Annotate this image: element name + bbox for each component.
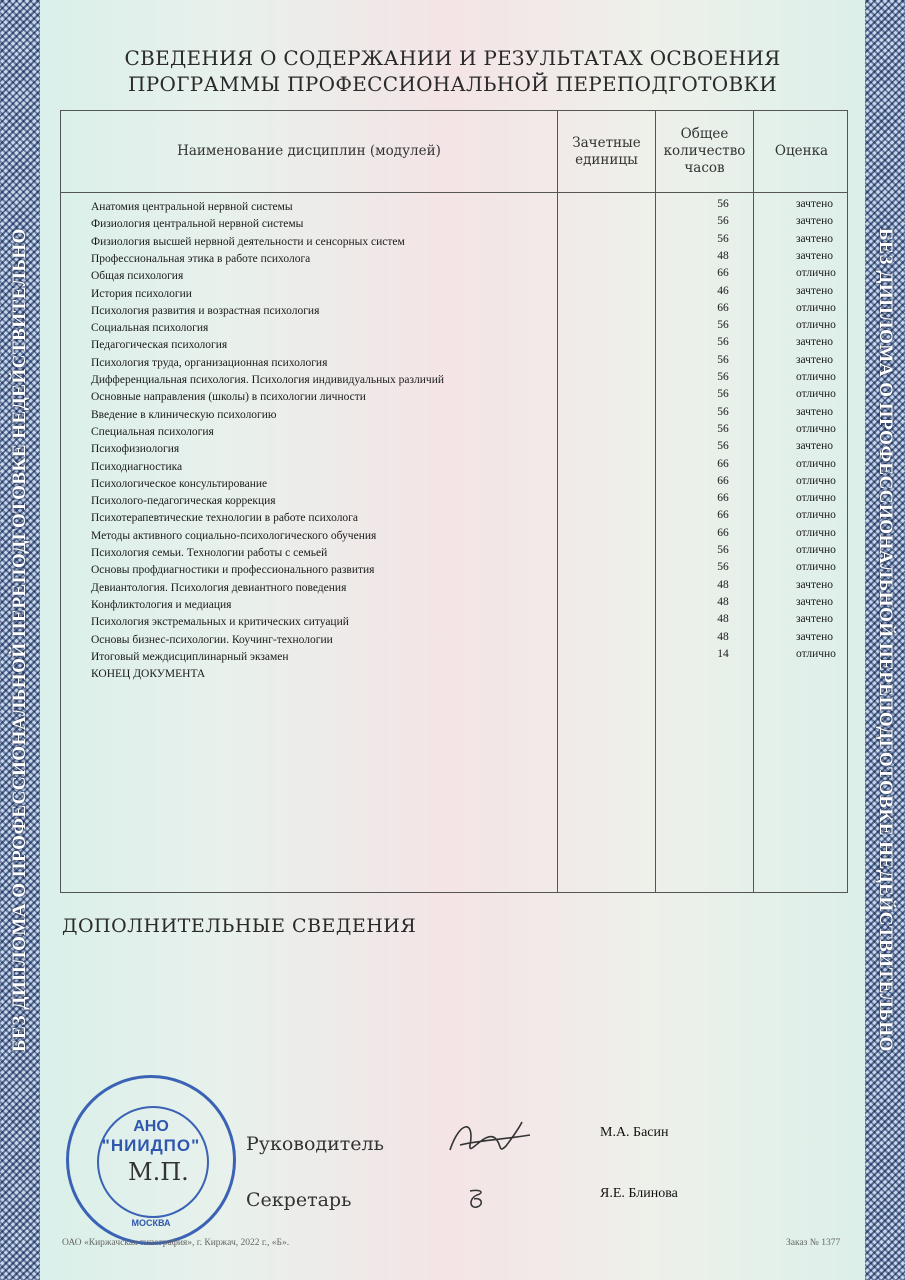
discipline-grade: зачтено <box>796 405 834 418</box>
discipline-name: Психотерапевтические технологии в работе психолога <box>91 512 359 525</box>
discipline-hours: 56 <box>717 405 729 418</box>
discipline-name: Психолого-педагогическая коррекция <box>91 495 276 508</box>
discipline-name: Итоговый междисциплинарный экзамен <box>91 650 289 663</box>
discipline-grade: отлично <box>796 388 836 401</box>
header-grade: Оценка <box>774 143 829 159</box>
discipline-grade: отлично <box>796 474 836 487</box>
discipline-name: Методы активного социально-психологического обучения <box>91 529 377 542</box>
discipline-grade: отлично <box>796 526 836 539</box>
discipline-hours: 14 <box>717 647 729 660</box>
discipline-hours: 56 <box>717 440 729 453</box>
stamp-org-name: "НИИДПО" <box>101 1136 201 1155</box>
head-name: М.А. Басин <box>600 1125 669 1140</box>
stamp-org-short: АНО <box>133 1118 169 1135</box>
discipline-hours: 66 <box>717 301 729 314</box>
discipline-name: Девиантология. Психология девиантного поведения <box>91 581 347 594</box>
secretary-name: Я.Е. Блинова <box>600 1186 678 1201</box>
discipline-hours: 66 <box>717 526 729 539</box>
discipline-grade: отлично <box>796 647 836 660</box>
discipline-name: Социальная психология <box>91 322 209 335</box>
discipline-grade: отлично <box>796 301 836 314</box>
discipline-hours: 56 <box>717 561 729 574</box>
discipline-grade: отлично <box>796 319 836 332</box>
discipline-grade: отлично <box>796 492 836 505</box>
discipline-hours: 56 <box>717 544 729 556</box>
discipline-name: Физиология центральной нервной системы <box>91 218 304 231</box>
discipline-grade: зачтено <box>796 595 834 608</box>
discipline-grade: зачтено <box>796 353 834 366</box>
discipline-name: КОНЕЦ ДОКУМЕНТА <box>91 668 206 681</box>
discipline-hours: 66 <box>717 267 729 280</box>
table-row <box>91 666 851 683</box>
title-line-2: ПРОГРАММЫ ПРОФЕССИОНАЛЬНОЙ ПЕРЕПОДГОТОВКИ <box>128 72 777 96</box>
discipline-grade: зачтено <box>796 232 834 245</box>
discipline-hours: 56 <box>717 422 729 435</box>
discipline-hours: 46 <box>717 284 729 297</box>
discipline-name: Психология семьи. Технологии работы с семьей <box>91 547 328 559</box>
discipline-name: Психология труда, организационная психология <box>91 356 328 369</box>
discipline-grade: отлично <box>796 509 836 522</box>
discipline-hours: 48 <box>717 578 729 591</box>
discipline-name: Анатомия центральной нервной системы <box>91 201 293 213</box>
seal-place-label: М.П. <box>128 1158 189 1186</box>
discipline-name: Физиология высшей нервной деятельности и сенсорных систем <box>91 235 405 248</box>
discipline-hours: 48 <box>717 249 729 262</box>
discipline-hours: 48 <box>717 613 729 626</box>
discipline-name: Основы бизнес-психологии. Коучинг-технологии <box>91 633 333 646</box>
secretary-signature <box>462 1185 492 1215</box>
secretary-role-label: Секретарь <box>246 1189 352 1211</box>
discipline-hours: 48 <box>717 630 729 643</box>
discipline-name: Основные направления (школы) в психологии личности <box>91 391 366 404</box>
discipline-hours: 66 <box>717 474 729 487</box>
discipline-grade: зачтено <box>796 249 834 262</box>
discipline-hours: 56 <box>717 215 729 228</box>
discipline-hours: 56 <box>717 336 729 349</box>
page-title <box>60 45 845 97</box>
discipline-grade: зачтено <box>796 215 834 228</box>
discipline-name: Психология развития и возрастная психология <box>91 304 320 317</box>
discipline-grade: зачтено <box>796 440 834 453</box>
right-security-border <box>865 0 905 1280</box>
discipline-grade: отлично <box>796 561 836 574</box>
right-border-text: БЕЗ ДИПЛОМА О ПРОФЕССИОНАЛЬНОЙ ПЕРЕПОДГОТОВКЕ НЕДЕЙСТВИТЕЛЬНО <box>875 228 896 1052</box>
header-total-hours: Общее количество часов <box>663 126 746 176</box>
discipline-grade: отлично <box>796 371 836 383</box>
discipline-grade: отлично <box>796 267 836 280</box>
head-role-label: Руководитель <box>246 1133 384 1155</box>
left-security-border <box>0 0 40 1280</box>
discipline-grade: зачтено <box>796 336 834 349</box>
stamp-city: МОСКВА <box>131 1218 171 1228</box>
discipline-hours: 66 <box>717 457 729 470</box>
title-line-1: СВЕДЕНИЯ О СОДЕРЖАНИИ И РЕЗУЛЬТАТАХ ОСВОЕНИЯ <box>124 46 781 70</box>
discipline-name: Психологическое консультирование <box>91 477 268 490</box>
discipline-name: История психологии <box>91 287 192 300</box>
discipline-name: Конфликтология и медиация <box>91 598 232 611</box>
order-number: Заказ № 1377 <box>786 1238 841 1248</box>
discipline-grade: зачтено <box>796 613 834 626</box>
discipline-hours: 56 <box>717 319 729 332</box>
discipline-hours: 56 <box>717 371 729 383</box>
discipline-grade: зачтено <box>796 578 834 591</box>
discipline-name: Профессиональная этика в работе психолога <box>91 252 311 265</box>
discipline-hours: 66 <box>717 492 729 505</box>
head-signature <box>440 1110 540 1170</box>
additional-info-heading: ДОПОЛНИТЕЛЬНЫЕ СВЕДЕНИЯ <box>62 915 417 937</box>
discipline-hours: 56 <box>717 232 729 245</box>
discipline-name: Введение в клиническую психологию <box>91 408 277 421</box>
discipline-hours: 56 <box>717 198 729 210</box>
discipline-grade: зачтено <box>796 630 834 643</box>
discipline-grade: отлично <box>796 544 836 556</box>
left-border-text: БЕЗ ДИПЛОМА О ПРОФЕССИОНАЛЬНОЙ ПЕРЕПОДГОТОВКЕ НЕДЕЙСТВИТЕЛЬНО <box>9 228 30 1052</box>
discipline-name: Основы профдиагностики и профессионального развития <box>91 564 375 577</box>
discipline-grade: зачтено <box>796 284 834 297</box>
discipline-hours: 56 <box>717 353 729 366</box>
discipline-name: Дифференциальная психология. Психология индивидуальных различий <box>91 374 445 386</box>
table-row <box>91 649 851 666</box>
printer-footer: ОАО «Киржачская типография», г. Киржач, 2022 г., «Б». <box>62 1238 290 1248</box>
discipline-name: Психология экстремальных и критических ситуаций <box>91 616 349 629</box>
discipline-name: Общая психология <box>91 270 184 283</box>
discipline-name: Психофизиология <box>91 443 180 456</box>
discipline-grade: зачтено <box>796 198 834 210</box>
discipline-name: Специальная психология <box>91 425 214 438</box>
discipline-hours: 48 <box>717 595 729 608</box>
discipline-grade: отлично <box>796 457 836 470</box>
discipline-name: Психодиагностика <box>91 460 183 473</box>
header-discipline-name: Наименование дисциплин (модулей) <box>177 143 441 159</box>
disciplines-table <box>60 110 848 893</box>
discipline-hours: 66 <box>717 509 729 522</box>
discipline-hours: 56 <box>717 388 729 401</box>
discipline-grade: отлично <box>796 422 836 435</box>
discipline-name: Педагогическая психология <box>91 339 228 352</box>
header-credits: Зачетные единицы <box>572 134 641 168</box>
